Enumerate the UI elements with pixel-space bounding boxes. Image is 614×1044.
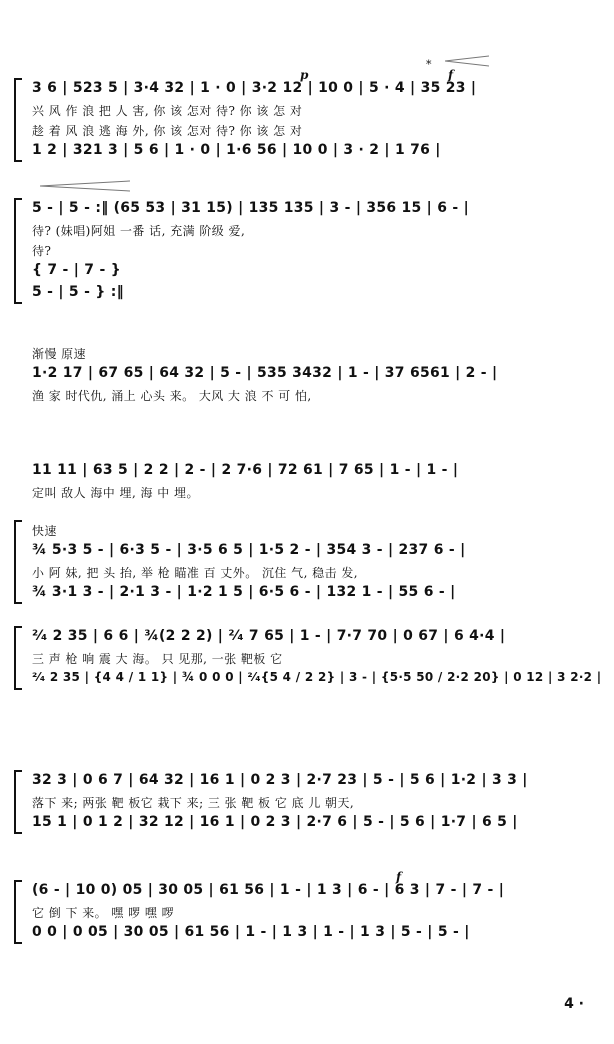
- lyric-line: 快速: [32, 524, 57, 538]
- lyric-line: 待?: [32, 244, 52, 258]
- lyric-line: 落下 来; 两张 靶 板它 栽下 来; 三 张 靶 板 它 底 儿 朝天,: [32, 796, 355, 810]
- system-bracket: [14, 880, 22, 944]
- notation-line: ¾ 3·1 3 - | 2·1 3 - | 1·2 1 5 | 6·5 6 - | 132 1 - | 55 6 - |: [32, 584, 456, 600]
- notation-line: ²⁄₄ 2 35 | 6 6 | ¾(2 2 2) | ²⁄₄ 7 65 | 1 - | 7·7 70 | 0 67 | 6 4·4 |: [32, 628, 506, 644]
- notation-line: 1·2 17 | 67 65 | 64 32 | 5 - | 535 3432 | 1 - | 37 6561 | 2 - |: [32, 365, 498, 381]
- page-number: 4 ·: [564, 996, 584, 1012]
- notation-line: 5 - | 5 - :‖ (65 53 | 31 15) | 135 135 | 3 - | 356 15 | 6 - |: [32, 200, 470, 216]
- notation-line: 1 2 | 321 3 | 5 6 | 1 · 0 | 1·6 56 | 10 0 | 3 · 2 | 1 76 |: [32, 142, 441, 158]
- system-bracket: [14, 198, 22, 304]
- system-bracket: [14, 78, 22, 162]
- lyric-line: 它 倒 下 来。 嘿 啰 嘿 啰: [32, 906, 175, 920]
- lyric-line: 兴 风 作 浪 把 人 害, 你 该 怎对 待? 你 该 怎 对: [32, 104, 303, 118]
- crescendo-hairpin-icon: [40, 180, 130, 192]
- notation-line: 32 3 | 0 6 7 | 64 32 | 16 1 | 0 2 3 | 2·7 23 | 5 - | 5 6 | 1·2 | 3 3 |: [32, 772, 528, 788]
- dynamic-mark: p: [300, 68, 309, 82]
- lyric-line: 待? (妹唱)阿姐 一番 话, 充满 阶级 爱,: [32, 224, 246, 238]
- notation-line: 11 11 | 63 5 | 2 2 | 2 - | 2 7·6 | 72 61 | 7 65 | 1 - | 1 - |: [32, 462, 459, 478]
- lyric-line: 三 声 枪 响 震 大 海。 只 见那, 一张 靶板 它: [32, 652, 283, 666]
- lyric-line: 渔 家 时代仇, 涌上 心头 来。 大风 大 浪 不 可 怕,: [32, 389, 312, 403]
- notation-line: 5 - | 5 - } :‖: [32, 284, 124, 300]
- crescendo-hairpin-icon: [445, 55, 489, 67]
- notation-line: 0 0 | 0 05 | 30 05 | 61 56 | 1 - | 1 3 | 1 - | 1 3 | 5 - | 5 - |: [32, 924, 470, 940]
- dynamic-mark: f: [396, 870, 402, 884]
- notation-line: (6 - | 10 0) 05 | 30 05 | 61 56 | 1 - | 1 3 | 6 - | 6 3 | 7 - | 7 - |: [32, 882, 505, 898]
- lyric-line: 定叫 敌人 海中 埋, 海 中 埋。: [32, 486, 199, 500]
- asterisk-mark: *: [426, 58, 432, 71]
- lyric-line: 小 阿 妹, 把 头 抬, 举 枪 瞄准 百 丈外。 沉住 气, 稳击 发,: [32, 566, 359, 580]
- notation-line: ¾ 5·3 5 - | 6·3 5 - | 3·5 6 5 | 1·5 2 - | 354 3 - | 237 6 - |: [32, 542, 466, 558]
- dynamic-mark: f: [448, 68, 454, 82]
- notation-line: { 7 - | 7 - }: [32, 262, 121, 278]
- notation-line: 15 1 | 0 1 2 | 32 12 | 16 1 | 0 2 3 | 2·7 6 | 5 - | 5 6 | 1·7 | 6 5 |: [32, 814, 518, 830]
- lyric-line: 趁 着 风 浪 逃 海 外, 你 该 怎对 待? 你 该 怎 对: [32, 124, 303, 138]
- lyric-line: 渐慢 原速: [32, 347, 87, 361]
- system-bracket: [14, 770, 22, 834]
- system-bracket: [14, 520, 22, 604]
- notation-line: 3 6 | 523 5 | 3·4 32 | 1 · 0 | 3·2 12 | 10 0 | 5 · 4 | 35 23 |: [32, 80, 477, 96]
- notation-line: ²⁄₄ 2 35 | {4 4 / 1 1} | ¾ 0 0 0 | ²⁄₄{5 4 / 2 2} | 3 - | {5·5 50 / 2·2 20} | 0 12 | 3 2·2 |: [32, 670, 602, 684]
- system-bracket: [14, 626, 22, 690]
